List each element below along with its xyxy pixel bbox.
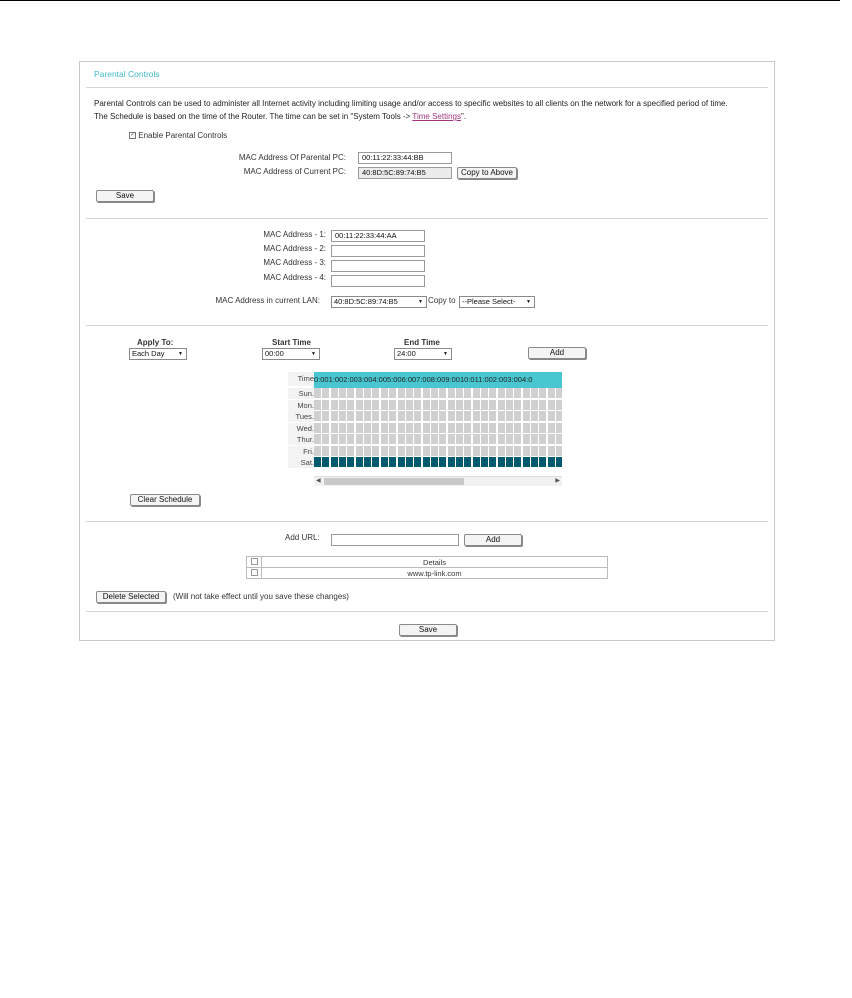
schedule-cell[interactable]	[339, 423, 346, 433]
schedule-cell[interactable]	[423, 434, 430, 444]
schedule-cell[interactable]	[347, 423, 354, 433]
schedule-cell[interactable]	[347, 388, 354, 398]
schedule-cell[interactable]	[548, 423, 555, 433]
url-table	[246, 556, 608, 579]
start-time-select[interactable]	[262, 348, 320, 360]
schedule-cell[interactable]	[331, 423, 338, 433]
intro-text: The Schedule is based on the time of the Router. The time can be set in "System Tools ->	[94, 112, 413, 121]
schedule-cell[interactable]	[322, 411, 329, 421]
mac-address-2-label: MAC Address - 2:	[263, 244, 326, 253]
schedule-cell[interactable]	[514, 423, 521, 433]
schedule-cell[interactable]	[481, 457, 488, 467]
schedule-cell[interactable]	[556, 457, 562, 467]
schedule-cell[interactable]	[514, 400, 521, 410]
schedule-cell[interactable]	[556, 446, 562, 456]
schedule-cell[interactable]	[406, 434, 413, 444]
schedule-cell[interactable]	[531, 411, 538, 421]
schedule-cell[interactable]	[389, 400, 396, 410]
schedule-cell[interactable]	[339, 457, 346, 467]
schedule-cell[interactable]	[523, 446, 530, 456]
end-time-select[interactable]	[394, 348, 452, 360]
schedule-cell[interactable]	[322, 423, 329, 433]
schedule-cell[interactable]	[406, 457, 413, 467]
schedule-cell[interactable]	[498, 457, 505, 467]
schedule-cell[interactable]	[473, 411, 480, 421]
schedule-cell[interactable]	[398, 411, 405, 421]
schedule-cell[interactable]	[364, 446, 371, 456]
schedule-cell[interactable]	[531, 446, 538, 456]
schedule-cell[interactable]	[381, 457, 388, 467]
schedule-cell[interactable]	[398, 434, 405, 444]
schedule-cell[interactable]	[556, 411, 562, 421]
schedule-cell[interactable]	[364, 411, 371, 421]
schedule-cell[interactable]	[406, 388, 413, 398]
schedule-cell[interactable]	[356, 411, 363, 421]
schedule-cell[interactable]	[372, 388, 379, 398]
schedule-cell[interactable]	[498, 388, 505, 398]
copy-to-select[interactable]	[459, 296, 535, 308]
mac-address-3-input[interactable]	[331, 260, 425, 272]
schedule-cell[interactable]	[539, 423, 546, 433]
schedule-cell[interactable]	[381, 388, 388, 398]
schedule-cell[interactable]	[389, 446, 396, 456]
time-settings-link[interactable]: Time Settings	[412, 112, 461, 121]
schedule-cell[interactable]	[489, 446, 496, 456]
schedule-cell[interactable]	[448, 411, 455, 421]
schedule-cell[interactable]	[364, 434, 371, 444]
parental-pc-mac-input[interactable]: 00:11:22:33:44:BB	[358, 152, 452, 164]
schedule-cell[interactable]	[464, 411, 471, 421]
schedule-cell[interactable]	[372, 446, 379, 456]
schedule-cell[interactable]	[372, 434, 379, 444]
parental-controls-panel	[79, 61, 775, 641]
schedule-cell[interactable]	[481, 400, 488, 410]
schedule-cell[interactable]	[439, 400, 446, 410]
save-button-bottom[interactable]: Save	[399, 624, 457, 636]
schedule-cell[interactable]	[498, 400, 505, 410]
schedule-cell[interactable]	[556, 388, 562, 398]
schedule-cell[interactable]	[331, 411, 338, 421]
schedule-cell[interactable]	[473, 388, 480, 398]
schedule-cell[interactable]	[514, 457, 521, 467]
schedule-cell[interactable]	[356, 388, 363, 398]
schedule-cell[interactable]	[531, 457, 538, 467]
schedule-cell[interactable]	[381, 423, 388, 433]
delete-note: (Will not take effect until you save these changes)	[173, 592, 349, 601]
schedule-cell[interactable]	[339, 434, 346, 444]
enable-checkbox[interactable]: ✓	[130, 132, 135, 139]
clear-schedule-button[interactable]: Clear Schedule	[130, 494, 200, 506]
intro-text-end: ".	[460, 112, 467, 121]
schedule-cell[interactable]	[548, 457, 555, 467]
schedule-cell[interactable]	[473, 400, 480, 410]
schedule-cell[interactable]	[514, 388, 521, 398]
enable-parental-controls[interactable]	[129, 131, 227, 140]
schedule-cell[interactable]	[556, 423, 562, 433]
lan-mac-select[interactable]	[331, 296, 427, 308]
scroll-right-icon[interactable]: ▶	[555, 478, 560, 484]
schedule-cell[interactable]	[498, 446, 505, 456]
schedule-cell[interactable]	[481, 446, 488, 456]
schedule-cell[interactable]	[506, 457, 513, 467]
schedule-cell[interactable]	[364, 388, 371, 398]
schedule-cell[interactable]	[523, 457, 530, 467]
schedule-cell[interactable]	[398, 388, 405, 398]
add-url-input[interactable]	[331, 534, 459, 546]
day-label: Tues.	[288, 411, 314, 422]
enable-label: Enable Parental Controls	[138, 131, 228, 140]
schedule-cell[interactable]	[481, 411, 488, 421]
schedule-cell[interactable]	[531, 423, 538, 433]
schedule-cell[interactable]	[456, 457, 463, 467]
schedule-cell[interactable]	[498, 423, 505, 433]
mac-address-4-label: MAC Address - 4:	[263, 273, 326, 282]
schedule-cell[interactable]	[431, 411, 438, 421]
schedule-cell[interactable]	[448, 388, 455, 398]
schedule-cell[interactable]	[314, 388, 321, 398]
schedule-cell[interactable]	[398, 400, 405, 410]
end-time-label: End Time	[404, 338, 440, 347]
schedule-cell[interactable]	[539, 446, 546, 456]
schedule-cell[interactable]	[431, 446, 438, 456]
schedule-cell[interactable]	[398, 423, 405, 433]
url-cell: www.tp-link.com	[262, 568, 608, 579]
add-url-label: Add URL:	[285, 533, 320, 542]
row-checkbox[interactable]	[247, 568, 262, 579]
schedule-cell[interactable]	[498, 434, 505, 444]
schedule-cell[interactable]	[556, 434, 562, 444]
day-label: Sat.	[288, 457, 314, 468]
mac-address-1-input[interactable]: 00:11:22:33:44:AA	[331, 230, 425, 242]
schedule-cell[interactable]	[514, 446, 521, 456]
schedule-cell[interactable]	[414, 411, 421, 421]
save-button-top[interactable]: Save	[96, 190, 154, 202]
schedule-cell[interactable]	[464, 434, 471, 444]
schedule-cell[interactable]	[456, 423, 463, 433]
schedule-cell[interactable]	[347, 446, 354, 456]
end-time-selected: 24:00	[397, 349, 416, 358]
schedule-cell[interactable]	[481, 423, 488, 433]
schedule-cells[interactable]	[314, 370, 562, 476]
schedule-cell[interactable]	[389, 457, 396, 467]
schedule-cell[interactable]	[456, 388, 463, 398]
schedule-cell[interactable]	[448, 434, 455, 444]
schedule-cell[interactable]	[414, 434, 421, 444]
schedule-cell[interactable]	[347, 434, 354, 444]
schedule-cell[interactable]	[389, 423, 396, 433]
schedule-cell[interactable]	[464, 388, 471, 398]
schedule-cell[interactable]	[523, 411, 530, 421]
schedule-cell[interactable]	[473, 423, 480, 433]
schedule-cell[interactable]	[489, 457, 496, 467]
schedule-cell[interactable]	[423, 423, 430, 433]
schedule-cell[interactable]	[489, 423, 496, 433]
schedule-cell[interactable]	[356, 446, 363, 456]
page-top-rule	[0, 0, 840, 1]
schedule-cell[interactable]	[548, 434, 555, 444]
schedule-cell[interactable]	[347, 411, 354, 421]
delete-selected-button[interactable]: Delete Selected	[96, 591, 166, 603]
divider	[86, 521, 768, 522]
details-header: Details	[262, 557, 608, 568]
schedule-cell[interactable]	[439, 434, 446, 444]
schedule-cell[interactable]	[448, 400, 455, 410]
schedule-cell[interactable]	[331, 388, 338, 398]
schedule-cell[interactable]	[539, 388, 546, 398]
schedule-cell[interactable]	[439, 446, 446, 456]
schedule-cell[interactable]	[523, 400, 530, 410]
time-header-row: 0:001:002:003:004:005:006:007:008:009:0010:011:002:003:004:0	[314, 372, 562, 388]
schedule-cell[interactable]	[406, 411, 413, 421]
schedule-cell[interactable]	[314, 411, 321, 421]
schedule-cell[interactable]	[356, 457, 363, 467]
schedule-cell[interactable]	[456, 434, 463, 444]
schedule-cell[interactable]	[389, 411, 396, 421]
divider	[86, 325, 768, 326]
schedule-cell[interactable]	[523, 423, 530, 433]
schedule-cell[interactable]	[423, 411, 430, 421]
schedule-cell[interactable]	[448, 457, 455, 467]
schedule-cell[interactable]	[506, 388, 513, 398]
schedule-cell[interactable]	[523, 434, 530, 444]
parental-pc-label: MAC Address Of Parental PC:	[238, 153, 346, 162]
schedule-cell[interactable]	[456, 400, 463, 410]
schedule-cell[interactable]	[464, 423, 471, 433]
schedule-cell[interactable]	[314, 423, 321, 433]
schedule-cell[interactable]	[439, 423, 446, 433]
schedule-cell[interactable]	[431, 457, 438, 467]
schedule-cell[interactable]	[414, 423, 421, 433]
schedule-cell[interactable]	[364, 457, 371, 467]
schedule-cell[interactable]	[506, 400, 513, 410]
schedule-cell[interactable]	[331, 446, 338, 456]
schedule-cell[interactable]	[481, 388, 488, 398]
schedule-cell[interactable]	[322, 457, 329, 467]
day-label: Sun.	[288, 388, 314, 399]
schedule-grid	[288, 370, 562, 484]
schedule-cell[interactable]	[506, 446, 513, 456]
schedule-cell[interactable]	[389, 434, 396, 444]
schedule-cell[interactable]	[364, 423, 371, 433]
schedule-cell[interactable]	[548, 411, 555, 421]
scrollbar-thumb[interactable]	[324, 478, 464, 485]
schedule-cell[interactable]	[439, 457, 446, 467]
schedule-cell[interactable]	[372, 423, 379, 433]
chevron-down-icon: ▼	[526, 299, 531, 305]
schedule-cell[interactable]	[548, 446, 555, 456]
mac-address-3-label: MAC Address - 3:	[263, 258, 326, 267]
schedule-cell[interactable]	[548, 400, 555, 410]
schedule-cell[interactable]	[473, 457, 480, 467]
schedule-cell[interactable]	[506, 411, 513, 421]
schedule-cell[interactable]	[322, 434, 329, 444]
schedule-cell[interactable]	[356, 434, 363, 444]
schedule-cell[interactable]	[556, 400, 562, 410]
copy-to-above-button[interactable]: Copy to Above	[457, 167, 517, 179]
schedule-cell[interactable]	[339, 411, 346, 421]
schedule-cell[interactable]	[464, 446, 471, 456]
day-label: Thur.	[288, 434, 314, 445]
schedule-cell[interactable]	[489, 411, 496, 421]
schedule-cell[interactable]	[531, 388, 538, 398]
start-time-label: Start Time	[272, 338, 311, 347]
schedule-cell[interactable]	[489, 400, 496, 410]
schedule-cell[interactable]	[414, 446, 421, 456]
url-add-button[interactable]: Add	[464, 534, 522, 546]
schedule-cell[interactable]	[506, 434, 513, 444]
schedule-cell[interactable]	[314, 457, 321, 467]
schedule-cell[interactable]	[539, 457, 546, 467]
start-time-selected: 00:00	[265, 349, 284, 358]
schedule-cell[interactable]	[473, 434, 480, 444]
schedule-cell[interactable]	[464, 457, 471, 467]
schedule-cell[interactable]	[448, 423, 455, 433]
time-header: Time	[288, 372, 314, 386]
schedule-add-button[interactable]: Add	[528, 347, 586, 359]
apply-to-label: Apply To:	[137, 338, 174, 347]
schedule-cell[interactable]	[314, 434, 321, 444]
schedule-cell[interactable]	[539, 411, 546, 421]
current-pc-mac-input: 40:8D:5C:89:74:B5	[358, 167, 452, 179]
schedule-cell[interactable]	[414, 388, 421, 398]
day-label: Wed.	[288, 423, 314, 434]
schedule-cell[interactable]	[406, 446, 413, 456]
chevron-down-icon: ▼	[443, 351, 448, 357]
mac-address-2-input[interactable]	[331, 245, 425, 257]
schedule-cell[interactable]	[372, 411, 379, 421]
mac-address-4-input[interactable]	[331, 275, 425, 287]
schedule-cell[interactable]	[372, 400, 379, 410]
schedule-cell[interactable]	[331, 434, 338, 444]
schedule-cell[interactable]	[448, 446, 455, 456]
schedule-cell[interactable]	[381, 446, 388, 456]
scroll-left-icon[interactable]: ◀	[316, 478, 321, 484]
schedule-cell[interactable]	[322, 388, 329, 398]
mac-address-1-label: MAC Address - 1:	[263, 230, 326, 239]
chevron-down-icon: ▼	[418, 299, 423, 305]
schedule-scrollbar[interactable]	[314, 476, 562, 486]
schedule-cell[interactable]	[439, 388, 446, 398]
schedule-cell[interactable]	[539, 434, 546, 444]
schedule-cell[interactable]	[331, 457, 338, 467]
lan-mac-selected: 40:8D:5C:89:74:B5	[334, 297, 398, 306]
schedule-cell[interactable]	[331, 400, 338, 410]
schedule-cell[interactable]	[548, 388, 555, 398]
schedule-cell[interactable]	[339, 400, 346, 410]
intro-line-1: Parental Controls can be used to administer all Internet activity including limiting usage and/or access to specific websites to all clients on the network for a specified period of time.	[94, 99, 728, 108]
schedule-cell[interactable]	[514, 434, 521, 444]
schedule-cell[interactable]	[431, 423, 438, 433]
schedule-cell[interactable]	[423, 446, 430, 456]
schedule-cell[interactable]	[473, 446, 480, 456]
schedule-cell[interactable]	[523, 388, 530, 398]
day-label: Mon.	[288, 400, 314, 411]
table-row	[247, 568, 608, 579]
schedule-cell[interactable]	[481, 434, 488, 444]
chevron-down-icon: ▼	[178, 351, 183, 357]
schedule-cell[interactable]	[347, 457, 354, 467]
schedule-cell[interactable]	[456, 446, 463, 456]
schedule-cell[interactable]	[356, 400, 363, 410]
schedule-cell[interactable]	[322, 400, 329, 410]
schedule-cell[interactable]	[381, 411, 388, 421]
schedule-cell[interactable]	[398, 446, 405, 456]
schedule-cell[interactable]	[423, 400, 430, 410]
schedule-cell[interactable]	[531, 400, 538, 410]
copy-to-label: Copy to	[428, 296, 456, 305]
schedule-cell[interactable]	[339, 446, 346, 456]
schedule-cell[interactable]	[364, 400, 371, 410]
current-pc-label: MAC Address of Current PC:	[243, 167, 346, 176]
intro-line-2	[94, 112, 466, 121]
schedule-cell[interactable]	[322, 446, 329, 456]
schedule-cell[interactable]	[398, 457, 405, 467]
day-label: Fri.	[288, 446, 314, 457]
schedule-cell[interactable]	[431, 388, 438, 398]
schedule-cell[interactable]	[339, 388, 346, 398]
divider	[86, 611, 768, 612]
apply-to-selected: Each Day	[132, 349, 165, 358]
schedule-cell[interactable]	[406, 423, 413, 433]
panel-title: Parental Controls	[94, 69, 160, 79]
divider	[86, 218, 768, 219]
schedule-cell[interactable]	[356, 423, 363, 433]
schedule-cell[interactable]	[439, 411, 446, 421]
schedule-cell[interactable]	[423, 388, 430, 398]
schedule-cell[interactable]	[347, 400, 354, 410]
chevron-down-icon: ▼	[311, 351, 316, 357]
schedule-cell[interactable]	[423, 457, 430, 467]
schedule-cell[interactable]	[314, 400, 321, 410]
schedule-cell[interactable]	[414, 400, 421, 410]
apply-to-select[interactable]	[129, 348, 187, 360]
schedule-cell[interactable]	[414, 457, 421, 467]
schedule-cell[interactable]	[431, 434, 438, 444]
schedule-cell[interactable]	[381, 434, 388, 444]
select-all-checkbox[interactable]	[247, 557, 262, 568]
schedule-cell[interactable]	[372, 457, 379, 467]
schedule-cell[interactable]	[506, 423, 513, 433]
schedule-cell[interactable]	[514, 411, 521, 421]
lan-mac-label: MAC Address in current LAN:	[215, 296, 320, 305]
schedule-cell[interactable]	[498, 411, 505, 421]
divider	[86, 87, 768, 88]
schedule-cell[interactable]	[531, 434, 538, 444]
schedule-cell[interactable]	[389, 388, 396, 398]
schedule-cell[interactable]	[489, 434, 496, 444]
copy-to-selected: --Please Select-	[462, 297, 516, 306]
schedule-cell[interactable]	[456, 411, 463, 421]
schedule-cell[interactable]	[539, 400, 546, 410]
schedule-cell[interactable]	[381, 400, 388, 410]
schedule-cell[interactable]	[464, 400, 471, 410]
schedule-cell[interactable]	[406, 400, 413, 410]
schedule-cell[interactable]	[314, 446, 321, 456]
schedule-cell[interactable]	[489, 388, 496, 398]
schedule-cell[interactable]	[431, 400, 438, 410]
table-header-row	[247, 557, 608, 568]
